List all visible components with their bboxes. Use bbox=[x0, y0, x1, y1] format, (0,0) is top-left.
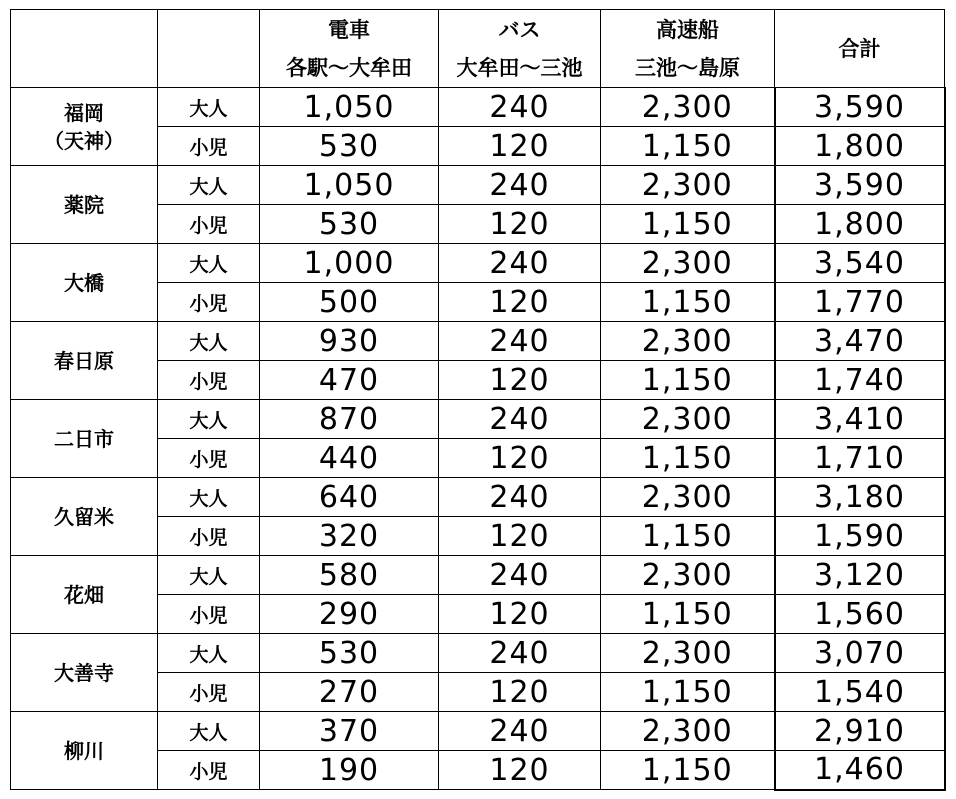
train-fare: 530 bbox=[260, 127, 439, 166]
fare-row-adult bbox=[11, 556, 945, 595]
header-ferry-title: 高速船 bbox=[656, 17, 719, 42]
header-ferry bbox=[601, 10, 775, 88]
ferry-fare: 1,150 bbox=[601, 127, 775, 166]
header-train-route: 各駅～大牟田 bbox=[286, 55, 412, 80]
station-name bbox=[11, 634, 158, 712]
ferry-fare: 1,150 bbox=[601, 517, 775, 556]
station-name-line: 大善寺 bbox=[54, 660, 114, 685]
total-fare: 3,070 bbox=[775, 634, 945, 673]
passenger-class: 小児 bbox=[158, 673, 260, 712]
station-name bbox=[11, 478, 158, 556]
station-name-line: 柳川 bbox=[64, 738, 104, 763]
ferry-fare: 2,300 bbox=[601, 88, 775, 127]
ferry-fare: 1,150 bbox=[601, 595, 775, 634]
bus-fare: 120 bbox=[439, 751, 601, 790]
total-fare: 3,120 bbox=[775, 556, 945, 595]
total-fare: 1,800 bbox=[775, 127, 945, 166]
total-fare: 1,560 bbox=[775, 595, 945, 634]
train-fare: 580 bbox=[260, 556, 439, 595]
train-fare: 640 bbox=[260, 478, 439, 517]
train-fare: 500 bbox=[260, 283, 439, 322]
total-fare: 1,800 bbox=[775, 205, 945, 244]
train-fare: 870 bbox=[260, 400, 439, 439]
passenger-class: 大人 bbox=[158, 400, 260, 439]
passenger-class: 大人 bbox=[158, 244, 260, 283]
bus-fare: 240 bbox=[439, 244, 601, 283]
header-train-title: 電車 bbox=[328, 17, 370, 42]
ferry-fare: 1,150 bbox=[601, 283, 775, 322]
fare-row-adult bbox=[11, 478, 945, 517]
passenger-class: 小児 bbox=[158, 517, 260, 556]
header-ferry-route: 三池～島原 bbox=[635, 55, 740, 80]
bus-fare: 120 bbox=[439, 595, 601, 634]
bus-fare: 240 bbox=[439, 322, 601, 361]
total-fare: 3,540 bbox=[775, 244, 945, 283]
ferry-fare: 2,300 bbox=[601, 322, 775, 361]
fare-row-adult bbox=[11, 166, 945, 205]
bus-fare: 240 bbox=[439, 88, 601, 127]
fare-row-adult bbox=[11, 634, 945, 673]
total-fare: 3,180 bbox=[775, 478, 945, 517]
total-fare: 1,590 bbox=[775, 517, 945, 556]
train-fare: 370 bbox=[260, 712, 439, 751]
header-corner-blank bbox=[11, 10, 158, 88]
bus-fare: 120 bbox=[439, 283, 601, 322]
total-fare: 1,540 bbox=[775, 673, 945, 712]
passenger-class: 小児 bbox=[158, 439, 260, 478]
header-bus-title: バス bbox=[498, 17, 541, 42]
station-name bbox=[11, 88, 158, 166]
total-fare: 1,740 bbox=[775, 361, 945, 400]
fare-row-adult bbox=[11, 322, 945, 361]
ferry-fare: 1,150 bbox=[601, 361, 775, 400]
ferry-fare: 2,300 bbox=[601, 634, 775, 673]
ferry-fare: 2,300 bbox=[601, 400, 775, 439]
bus-fare: 240 bbox=[439, 634, 601, 673]
bus-fare: 240 bbox=[439, 400, 601, 439]
passenger-class: 大人 bbox=[158, 634, 260, 673]
train-fare: 1,050 bbox=[260, 88, 439, 127]
train-fare: 270 bbox=[260, 673, 439, 712]
passenger-class: 小児 bbox=[158, 127, 260, 166]
header-bus-route: 大牟田～三池 bbox=[456, 55, 583, 80]
header-train bbox=[260, 10, 439, 88]
station-name bbox=[11, 322, 158, 400]
train-fare: 190 bbox=[260, 751, 439, 790]
bus-fare: 120 bbox=[439, 517, 601, 556]
train-fare: 1,000 bbox=[260, 244, 439, 283]
ferry-fare: 2,300 bbox=[601, 244, 775, 283]
total-fare: 3,590 bbox=[775, 166, 945, 205]
bus-fare: 240 bbox=[439, 556, 601, 595]
bus-fare: 120 bbox=[439, 439, 601, 478]
station-name-line: 福岡 bbox=[64, 100, 104, 125]
fare-body bbox=[11, 88, 945, 790]
ferry-fare: 1,150 bbox=[601, 205, 775, 244]
station-name-line: 大橋 bbox=[64, 270, 104, 295]
ferry-fare: 1,150 bbox=[601, 439, 775, 478]
station-name bbox=[11, 166, 158, 244]
passenger-class: 大人 bbox=[158, 322, 260, 361]
ferry-fare: 2,300 bbox=[601, 712, 775, 751]
station-name bbox=[11, 400, 158, 478]
train-fare: 470 bbox=[260, 361, 439, 400]
fare-row-adult bbox=[11, 712, 945, 751]
bus-fare: 120 bbox=[439, 205, 601, 244]
train-fare: 290 bbox=[260, 595, 439, 634]
station-name bbox=[11, 244, 158, 322]
train-fare: 530 bbox=[260, 634, 439, 673]
ferry-fare: 2,300 bbox=[601, 556, 775, 595]
bus-fare: 120 bbox=[439, 361, 601, 400]
total-fare: 1,460 bbox=[775, 751, 945, 790]
fare-row-adult bbox=[11, 244, 945, 283]
station-name bbox=[11, 712, 158, 790]
bus-fare: 240 bbox=[439, 712, 601, 751]
passenger-class: 大人 bbox=[158, 478, 260, 517]
total-fare: 3,410 bbox=[775, 400, 945, 439]
station-name-line: 二日市 bbox=[54, 426, 114, 451]
station-name-line: （天神） bbox=[44, 128, 124, 153]
station-name-line: 久留米 bbox=[54, 504, 114, 529]
header-total: 合計 bbox=[775, 10, 945, 88]
passenger-class: 小児 bbox=[158, 595, 260, 634]
station-name-line: 薬院 bbox=[64, 192, 104, 217]
ferry-fare: 1,150 bbox=[601, 751, 775, 790]
bus-fare: 240 bbox=[439, 166, 601, 205]
station-name bbox=[11, 556, 158, 634]
ferry-fare: 1,150 bbox=[601, 673, 775, 712]
fare-row-adult bbox=[11, 88, 945, 127]
station-name-line: 花畑 bbox=[64, 582, 104, 607]
bus-fare: 120 bbox=[439, 673, 601, 712]
total-fare: 3,590 bbox=[775, 88, 945, 127]
passenger-class: 大人 bbox=[158, 556, 260, 595]
total-fare: 1,710 bbox=[775, 439, 945, 478]
passenger-class: 小児 bbox=[158, 283, 260, 322]
train-fare: 930 bbox=[260, 322, 439, 361]
train-fare: 320 bbox=[260, 517, 439, 556]
ferry-fare: 2,300 bbox=[601, 166, 775, 205]
header-bus bbox=[439, 10, 601, 88]
bus-fare: 120 bbox=[439, 127, 601, 166]
bus-fare: 240 bbox=[439, 478, 601, 517]
fare-row-adult bbox=[11, 400, 945, 439]
passenger-class: 小児 bbox=[158, 205, 260, 244]
train-fare: 440 bbox=[260, 439, 439, 478]
header-row bbox=[11, 10, 945, 88]
passenger-class: 大人 bbox=[158, 88, 260, 127]
passenger-class: 小児 bbox=[158, 361, 260, 400]
passenger-class: 大人 bbox=[158, 712, 260, 751]
fare-table bbox=[10, 9, 946, 791]
train-fare: 1,050 bbox=[260, 166, 439, 205]
passenger-class: 小児 bbox=[158, 751, 260, 790]
passenger-class: 大人 bbox=[158, 166, 260, 205]
total-fare: 2,910 bbox=[775, 712, 945, 751]
total-fare: 3,470 bbox=[775, 322, 945, 361]
station-name-line: 春日原 bbox=[54, 348, 114, 373]
ferry-fare: 2,300 bbox=[601, 478, 775, 517]
header-class-blank bbox=[158, 10, 260, 88]
train-fare: 530 bbox=[260, 205, 439, 244]
total-fare: 1,770 bbox=[775, 283, 945, 322]
